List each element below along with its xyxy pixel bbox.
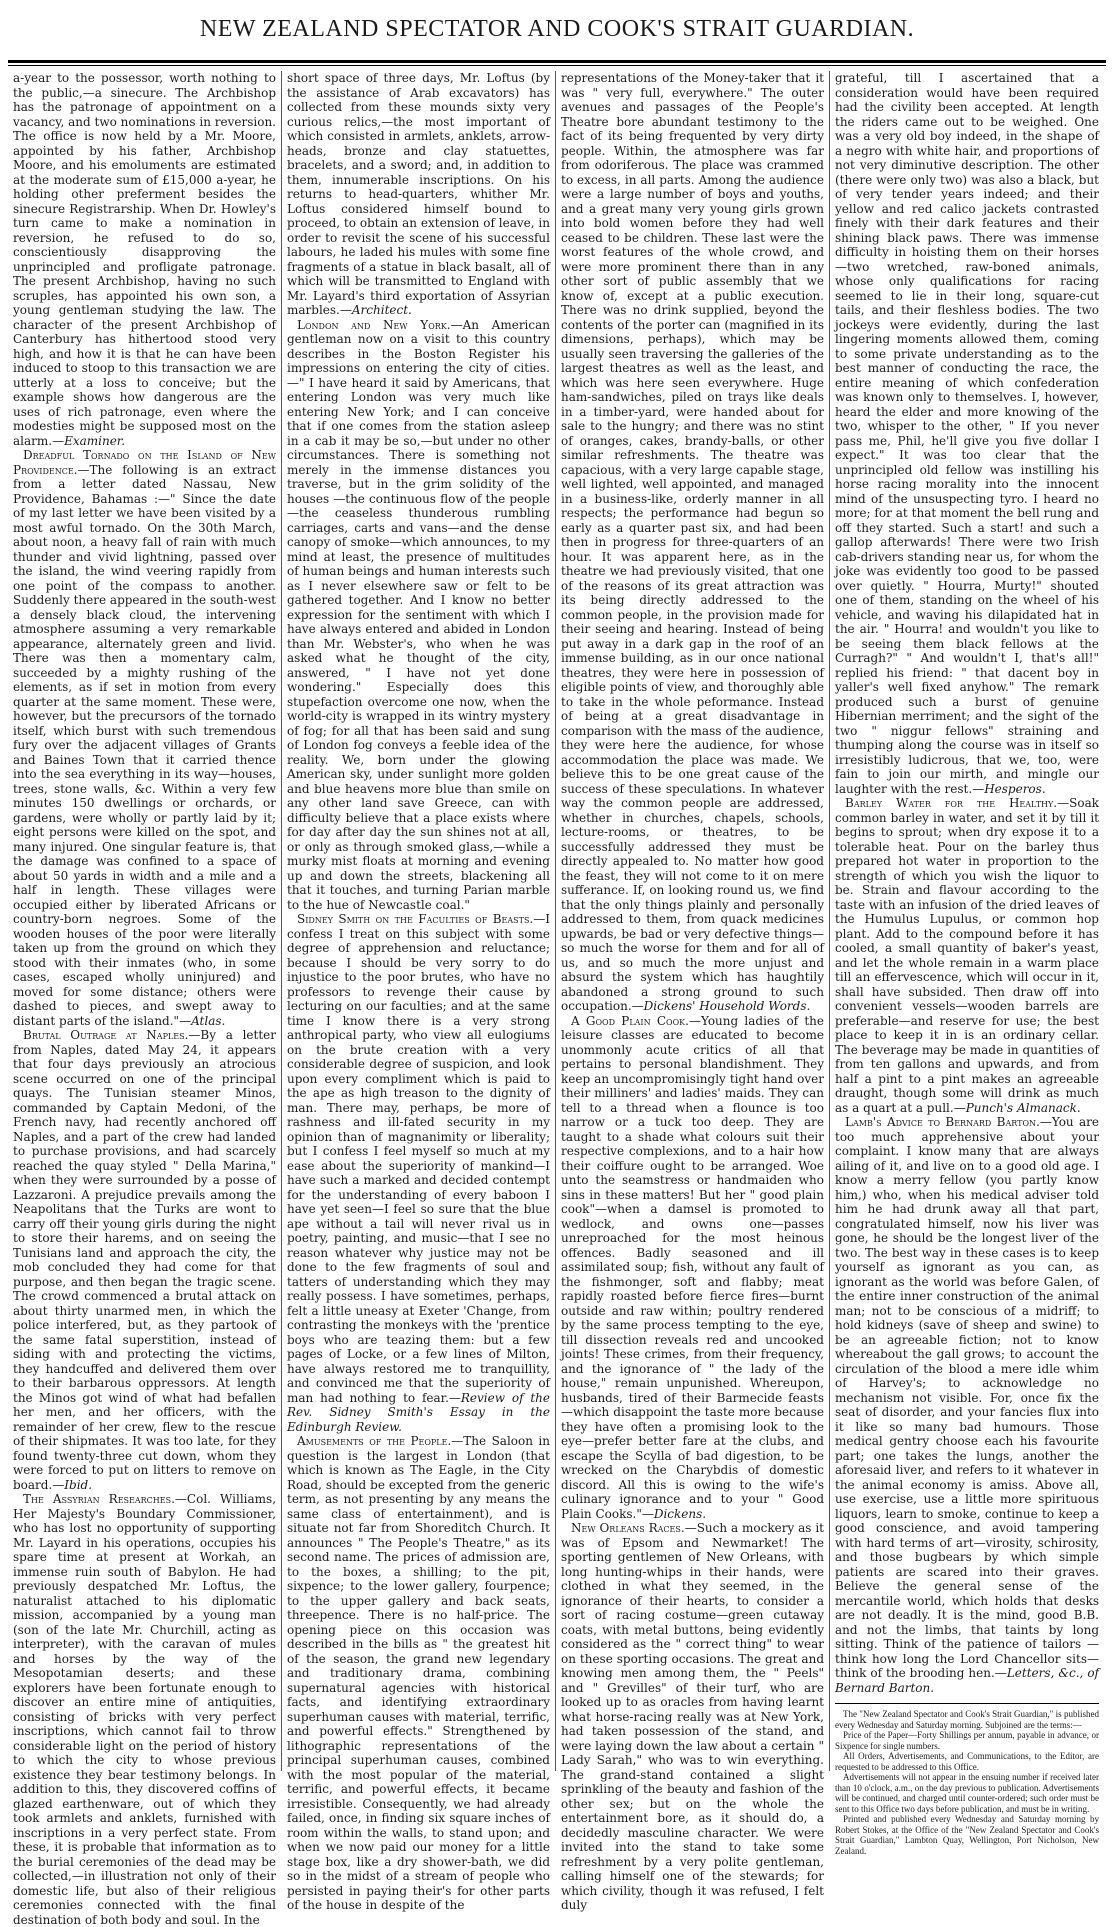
- column-4: [830, 71, 1104, 1856]
- article-sidney-smith-beasts: Sidney Smith on the Faculties of Beasts.—I confess I treat on this subject with some degree of apprehension and reluctance; because I should be very sorry to do injustice to the poor brutes, who have no professors to revenge their cause by lecturing on our faculties; and at the same time I know there is a very strong anthropical party, who view all eulogiums on the brute creation with a very considerable degree of suspicion, and look upon every compliment which is paid to the ape as high treason to the dignity of man. There may, perhaps, be more of rashness and ill-fated security in my opinion than of magnanimity or liberality; but I confess I feel myself so much at my ease about the superiority of mankind—I have such a marked and decided contempt for the understanding of every baboon I have yet seen—I feel so sure that the blue ape without a tail will never rival us in poetry, painting, and music—that I see no reason whatever why justice may not be done to the few fragments of soul and tatters of understanding which they may really possess. I have sometimes, perhaps, felt a little uneasy at Exeter 'Change, from contrasting the monkeys with the 'prentice boys who are teazing them: but a few pages of Locke, or a few lines of Milton, have always restored me to tranquillity, and convinced me that the superiority of man had nothing to fear.—Review of the Rev. Sidney Smith's Essay in the Edinburgh Review.: [287, 912, 551, 1434]
- column-3: [556, 71, 830, 1912]
- article-london-new-york: London and New York.—An American gentleman now on a visit to this country describes in the Boston Register his impressions on entering the city of cities.—" I have heard it said by Americans, that entering London was very much like entering New York; and I can conceive that if one comes from the station asleep in a cab it may be so,—but under no other circumstances. There is something not merely in the immense distances you traverse, but in the grim solidity of the houses —the continuous flow of the people—the ceaseless thunderous rumbling carriages, carts and vans—and the dense canopy of smoke—which announces, to my mind at least, the presence of multitudes of human beings and human interests such as I never elsewhere saw or felt to be gathered together. And I know no better expression for the sentiment with which I have always entered and abided in London than Mr. Webster's, who when he was asked what he thought of the city, answered, " I have not yet done wondering." Especially does this stupefaction overcome one now, when the world-city is wrapped in its wintry mystery of fog; for all that has been said and sung of London fog conveys a feeble idea of the reality. We, born under the glowing American sky, under sunlight more golden and blue heavens more blue than smile on any other land save Greece, can with difficulty believe that a place exists where for day after day the sun shines not at all, or only as through smoked glass,—while a murky mist floats at morning and evening up and down the streets, blackening all that it touches, and turning Parian marble to the hue of Newcastle coal.": [287, 317, 550, 912]
- publication-notice: [835, 1703, 1099, 1856]
- article-lambs-advice: Lamb's Advice to Bernard Barton.—You are too much apprehensive about your complaint. I know many that are always ailing of it, and live on to a good old age. I know a merry fellow (you partly know him,) who, when his medical adviser told him he had drunk away all that part, congratulated himself, now his liver was gone, he should be the longest liver of the two. The best way in these cases is to keep yourself as ignorant as you can, as ignorant as the world was before Galen, of the entire inner construction of the animal man; not to be conscious of a midriff; to hold kidneys (save of sheep and swine) to be an agreeable fiction; not to know whereabout the gall grows; to account the circulation of the blood a mere idle whim of Harvey's; to acknowledge no mechanism not visible. For, once fix the seat of disorder, and your fancies flux into it like so many bad humours. Those medical gentry choose each his favourite part; one takes the lungs, another the aforesaid liver, and refers to it whatever in the animal economy is amiss. Above all, use exercise, use a little more spirituous liquors, learn to smoke, continue to keep a good conscience, and avoid tampering with hard terms of art—virosity, schirosity, and those bugbears by which simple patients are scared into their graves. Believe the general sense of the mercantile world, which holds that desks are not deadly. It is the mind, good B.B. and not the limbs, that taints by long sitting. Think of the patience of tailors —think how long the Lord Chancellor sits—think of the brooding hen.—Letters, &c., of Bernard Barton.: [835, 1115, 1100, 1695]
- notice-line: Price of the Paper—Forty Shillings per annum, payable in advance, or Sixpence for single numbers.: [835, 1730, 1099, 1751]
- article-columns: [8, 71, 1106, 1927]
- column-2: [282, 71, 556, 1912]
- article-archbishop-patronage: a-year to the possessor, worth nothing to the public,—a sinecure. The Archbishop has the patronage of appointment on a vacancy, and two nominations in reversion. The office is now held by a Mr. Moore, appointed by his father, Archbishop Moore, and his emoluments are estimated at the moderate sum of £15,000 a-year, he holding other preferment besides the sinecure Registrarship. When Dr. Howley's turn came to make a nomination in reversion, he refused to do so, conscientiously disapproving the unprincipled and profligate patronage. The present Archbishop, having no such scruples, has appointed his own son, a young gentleman studying the law. The character of the present Archbishop of Canterbury has hithertood stood very high, and how it is that he can have been induced to stoop to this transaction we are utterly at a loss to conceive; but the example shows how dangerous are the uses of rich patronage, even where the modesties might be supposed most on the alarm.—Examiner.: [13, 71, 276, 448]
- notice-line: Printed and published every Wednesday and Saturday morning by Robert Stokes, at the Office of the "New Zealand Spectator and Cook's Strait Guardian," Lambton Quay, Wellington, Port Nicholson, New Zealand.: [835, 1814, 1099, 1856]
- column-1: [8, 71, 282, 1927]
- article-good-plain-cook: A Good Plain Cook.—Young ladies of the leisure classes are educated to become unommonly acute critics of all that pertains to personal blandishment. They keep an uncompromisingly tight hand over their milliners' and ladies' maids. They can tell to a thread when a flounce is too narrow or a tuck too deep. They are taught to a shade what colours suit their respective complexions, and to a hair how their coiffure ought to be arranged. Woe unto the seamstress or handmaiden who sins in these matters! But her " good plain cook"—when a damsel is promoted to wedlock, and owns one—passes unreproached for the most heinous offences. Badly seasoned and ill assimilated soup; fish, without any fault of the fishmonger, soft and flabby; meat rapidly roasted before fierce fires—burnt outside and raw within; poultry rendered by the same process tempting to the eye, till dissection reveals red and uncooked joints! These crimes, from their frequency, and the ignorance of " the lady of the house," remain unpunished. Whereupon, husbands, tired of their Barmecide feasts—which disappoint the taste more because they have often a promising look to the eye—prefer better fare at the clubs, and escape the Scylla of bad digestion, to be wrecked on the Charybdis of domestic discord. All this is owing to the wife's culinary ignorance and to your " Good Plain Cooks."—Dickens.: [561, 1013, 825, 1521]
- article-amusements-cont: representations of the Money-taker that it was " very full, everywhere." The outer avenues and passages of the People's Theatre bore abundant testimony to the fact of its being frequented by very dirty people. Within, the atmosphere was far from odoriferous. The place was crammed to excess, in all parts. Among the audience were a large number of boys and youths, and a great many very young girls grown into bold women before they had well ceased to be children. These last were the worst features of the whole crowd, and were more prominent there than in any other sort of public assembly that we know of, except at a public execution. There was no drink supplied, beyond the contents of the porter can (magnified in its dimensions, perhaps), which may be usually seen traversing the galleries of the largest theatres as well as the least, and which was here seen everywhere. Huge ham-sandwiches, piled on trays like deals in a timber-yard, were handed about for sale to the hungry; and there was no stint of oranges, cakes, brandy-balls, or other similar refreshments. The theatre was capacious, with a very large capable stage, well lighted, well appointed, and managed in a business-like, orderly manner in all respects; the performance had begun so early as a quarter past six, and had been then in progress for three-quarters of an hour. It was apparent here, as in the theatre we had previously visited, that one of the reasons of its great attraction was its being directly addressed to the common people, in the provision made for their seeing and hearing. Instead of being put away in a dark gap in the roof of an immense building, as in our once national theatres, they were here in possession of eligible points of view, and thoroughly able to take in the whole peformance. Instead of being at a great disadvantage in comparison with the mass of the audience, they were here the audience, for whose accommodation the place was made. We believe this to be one great cause of the success of these speculations. In whatever way the common people are addressed, whether in churches, chapels, schools, lecture-rooms, or theatres, to be successfully addressed they must be directly appealed to. No matter how good the feast, they will not come to it on mere sufferance. If, on looking round us, we find that the only things plainly and personally addressed to them, from quack medicines upwards, be bad or very defective things—so much the worse for them and for all of us, and so much the more unjust and absurd the system which has haughtily abandoned a strong ground to such occupation.—Dickens' Household Words.: [561, 71, 824, 1013]
- article-new-orleans-races: New Orleans Races.—Such a mockery as it was of Epsom and Newmarket! The sporting gentlemen of New Orleans, with long hunting-whips in their hands, were clothed in what they seemed, in the ignorance of their hearts, to consider a sort of racing costume—green cutaway coats, with metal buttons, being evidently considered as the " correct thing" to wear on these sporting occasions. The great and knowing men among them, the " Peels" and " Grevilles" of their turf, who are looked up to as oracles from having learnt what horse-racing really was at New York, had taken possession of the stand, and were laying down the law about a certain " Lady Sarah," who was to win everything. The grand-stand contained a slight sprinkling of the beauty and fashion of the other sex; but on the whole the entertainment bore, as it should do, a decidedly masculine character. We were invited into the stand to take some refreshment by a very polite gentleman, calling himself one of the stewards; for which civility, though it was refused, I felt duly: [561, 1521, 824, 1912]
- notice-line: Advertisements will not appear in the ensuing number if received later than 10 o'clock, a.m., on the day previous to publication. Advertisements will be continued, and charged until counter-ordered; such order must be sent to this Office two days before publication, and must be in writing.: [835, 1772, 1099, 1814]
- masthead-rule-thick: [8, 60, 1106, 63]
- notice-line: The "New Zealand Spectator and Cook's Strait Guardian," is published every Wednesday and Saturday morning. Subjoined are the terms:—: [835, 1709, 1099, 1730]
- article-assyrian-researches-cont: short space of three days, Mr. Loftus (by the assistance of Arab excavators) has collected from these mounds sixty very curious relics,—the most important of which consisted in armlets, anklets, arrow-heads, bronze and clay statuettes, bracelets, and a sword; and, in addition to them, innumerable inscriptions. On his returns to head-quarters, whither Mr. Loftus considered himself bound to proceed, to obtain an extension of leave, in order to revisit the scene of his successful labours, he laded his mules with some fine fragments of a statue in black basalt, all of which will be transmitted to England with Mr. Layard's third exportation of Assyrian marbles.—Architect.: [287, 71, 550, 317]
- article-barley-water: Barley Water for the Healthy.—Soak common barley in water, and set it by till it begins to sprout; when dry expose it to a tolerable heat. Pour on the barley thus prepared hot water in proportion to the strength of which you wish the liquor to be. Strain and flavour according to the taste with an infusion of the dried leaves of the Humulus Lupulus, or common hop plant. Add to the compound before it has cooled, a small quantity of baker's yeast, and let the whole remain in a warm place till an effervescence, which will occur in it, shall have subsided. Then draw off into convenient vessels—wooden barrels are preferable—and reserve for use; the best place to keep it in is an ordinary cellar. The beverage may be made in quantities of from ten gallons and upwards, and from half a pint to a pint makes an agreeable draught, though some will drink as much as a quart at a pull.—Punch's Almanack.: [835, 796, 1099, 1115]
- article-amusements-of-people: Amusements of the People.—The Saloon in question is the largest in London (that which is known as The Eagle, in the City Road, should be excepted from the generic term, as not presenting by any means the same class of entertainment), and is situate not far from Shoreditch Church. It announces " The People's Theatre," as its second name. The prices of admission are, to the boxes, a shilling; to the pit, sixpence; to the lower gallery, fourpence; to the upper gallery and back seats, threepence. There is no half-price. The opening piece on this occasion was described in the bills as " the greatest hit of the season, the grand new legendary and traditionary drama, combining supernatural agencies with historical facts, and identifying extraordinary superhuman causes with material, terrific, and powerful effects." Strengthened by lithographic representations of the principal superhuman causes, combined with the most popular of the material, terrific, and powerful effects, it became irresistible. Consequently, we had already failed, once, in finding six square inches of room within the walls, to stand upon; and when we now paid our money for a little stage box, like a dry shower-bath, we did so in the midst of a stream of people who persisted in paying their's for other parts of the house in despite of the: [287, 1434, 550, 1912]
- article-brutal-outrage-naples: Brutal Outrage at Naples.—By a letter from Naples, dated May 24, it appears that four days previously an atrocious scene occurred on one of the principal quays. The Tunisian steamer Minos, commanded by Captain Medoni, of the French navy, had recently anchored off Naples, and a part of the crew had landed to purchase provisions, and had scarcely reached the quay styled " Della Marina," when they were surrounded by a posse of Lazzaroni. A prejudice prevails among the Neapolitans that the Turks are wont to carry off their young girls during the night to store their harems, and on seeing the Tunisians land and approach the city, the mob concluded they had come for that purpose, and then began the tragic scene. The crowd commenced a brutal attack on about thirty unarmed men, in which the police interfered, but, as they partook of the same fatal superstition, instead of siding with and protecting the victims, they handcuffed and delivered them over to their barbarous oppressors. At length the Minos got wind of what had befallen her men, and her officers, with the remainder of her crew, flew to the rescue of their shipmates. It was too late, for they found twenty-three cut down, whom they were forced to put on litters to remove on board.—Ibid.: [13, 1028, 276, 1492]
- notice-line: All Orders, Advertisements, and Communications, to the Editor, are requested to be addressed to this Office.: [835, 1751, 1099, 1772]
- masthead-rule-thin: [8, 65, 1106, 66]
- article-assyrian-researches: The Assyrian Researches.—Col. Williams, Her Majesty's Boundary Commissioner, who has lost no opportunity of supporting Mr. Layard in his operations, occupies his spare time at present at Workah, an immense ruin south of Babylon. He had previously despatched Mr. Loftus, the naturalist attached to his diplomatic mission, accompanied by a young man (son of the late Mr. Churchill, acting as interpreter), with the caravan of mules and horses by the way of the Mesopotamian deserts; and these explorers have been fortunate enough to discover an entire mine of antiquities, consisting of bricks with very perfect inscriptions, which cannot fail to throw considerable light on the period of history to which the city to whose previous existence they bear testimony belongs. In addition to this, they discovered coffins of glazed earthenware, out of which they took armlets and anklets, furnished with inscriptions in a very perfect state. From these, it is probable that information as to the burial ceremonies of the dead may be collected,—in illustration not only of their domestic life, but also of their religious ceremonies connected with the final destination of both body and soul. In the: [13, 1492, 277, 1927]
- masthead-title: NEW ZEALAND SPECTATOR AND COOK'S STRAIT GUARDIAN.: [199, 16, 915, 42]
- article-dreadful-tornado: Dreadful Tornado on the Island of New Providence.—The following is an extract from a letter dated Nassau, New Providence, Bahamas :—" Since the date of my last letter we have been visited by a most awful tornado. On the 30th March, about noon, a heavy fall of rain with much thunder and vivid lightning, passed over the island, the wind veering rapidly from one point of the compass to another. Suddenly there appeared in the south-west a densely black cloud, the intervening atmosphere assuming a very remarkable appearance, alternately green and livid. There was then a momentary calm, succeeded by a mighty rushing of the elements, as if set in motion from every quarter at the same moment. These were, however, but the precursors of the tornado itself, which burst with such tremendous fury over the adjacent villages of Grants and Baines Town that it carried thence into the sea everything in its way—houses, trees, stone walls, &c. Within a very few minutes 150 dwellings or orchards, or gardens, were wholly or partly laid by it; eight persons were killed on the spot, and many injured. One singular feature is, that the damage was confined to a space of about 50 yards in width and a mile and a half in length. These villages were occupied either by liberated Africans or country-born negroes. Some of the wooden houses of the poor were literally taken up from the ground on which they stood with their inmates (who, in some cases, escaped wholly uninjured) and moved for some distance; others were dashed to pieces, and swept away to distant parts of the island."—Atlas.: [13, 448, 276, 1028]
- article-new-orleans-races-cont: grateful, till I ascertained that a consideration would have been required had the civility been accepted. At length the riders came out to be weighed. One was a very old boy indeed, in the shape of a negro with white hair, and proportions of not very diminutive description. The other (there were only two) was also a black, but of very tender years indeed; and their yellow and red calico jackets contrasted finely with their dark features and their shining black paws. There was immense difficulty in hoisting them on their horses—two wretched, raw-boned animals, whose only qualifications for racing seemed to lie in their long, square-cut tails, and their fleshless bodies. The two jockeys were evidently, during the last lingering moments allowed them, coming to some private understanding as to the best manner of conducting the race, the entire meaning of which confederation was known only to themselves. I, however, heard the elder and more knowing of the two, whisper to the other, " If you never pass me, Phil, he'll give you five dollar I expect." It was too clear that the unprincipled old fellow was instilling his horse racing morality into the innocent mind of the unsuspecting tyro. I heard no more; for at that moment the bell rung and off they started. Such a start! and such a gallop afterwards! There were two Irish cab-drivers standing near us, for whom the joke was evidently too good to be passed over quietly. " Hourra, Murty!" shouted one of them, standing on the wheel of his vehicle, and waving his dilapidated hat in the air. " Hourra! and wouldn't you like to be seeing them black fellows at the Curragh?" " And wouldn't I, that's all!" replied his friend: " that dacent boy in yaller's well fixed anyhow." The remark produced such a burst of genuine Hibernian merriment; and the sight of the two " niggur fellows" straining and thumping along the course was in itself so irresistibly ludicrous, that we, too, were fain to join our mirth, and mingle our laughter with the rest.—Hesperos.: [835, 71, 1099, 796]
